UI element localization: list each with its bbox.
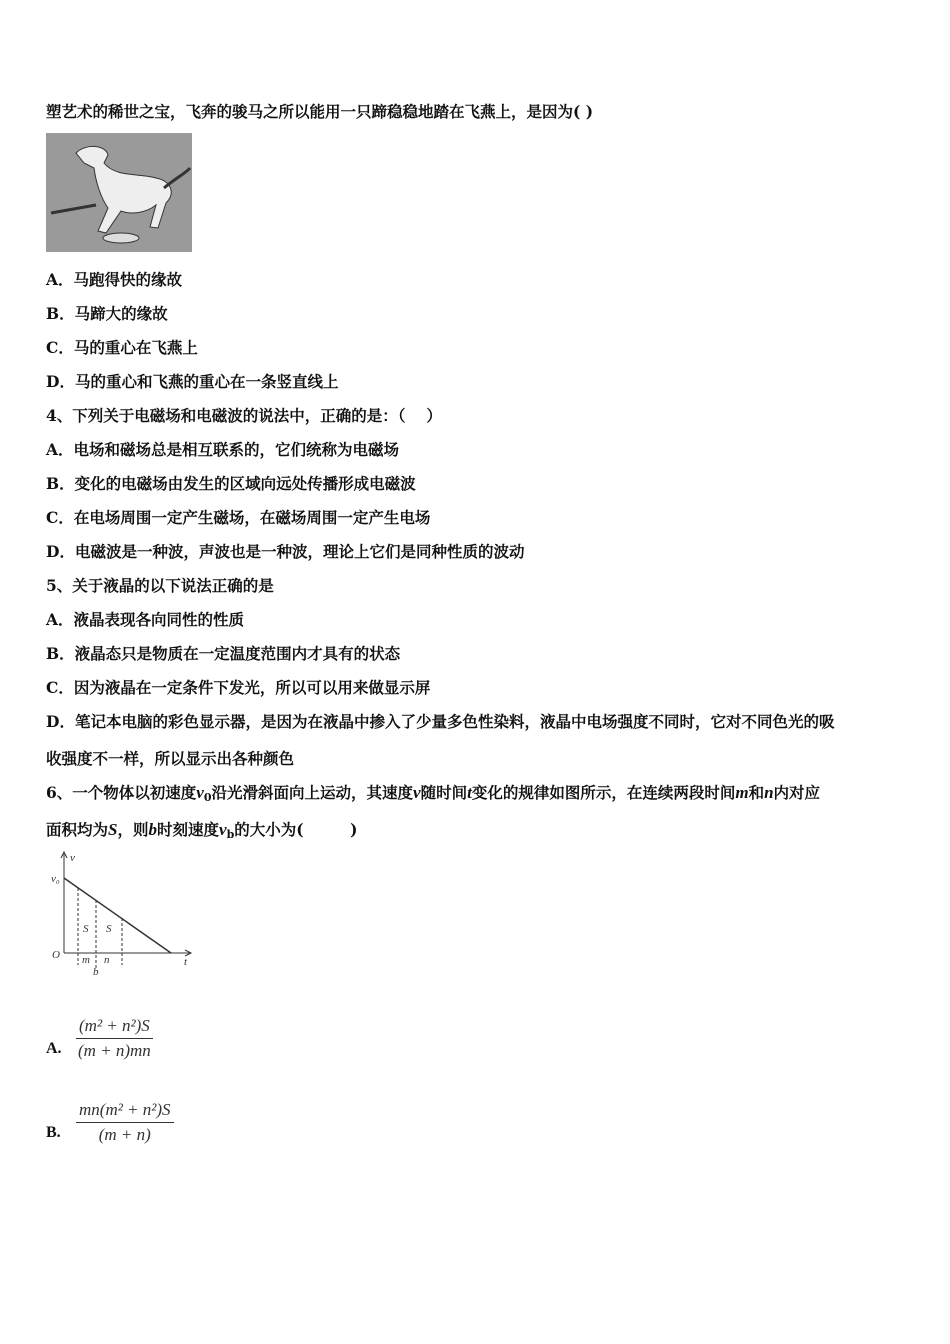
q5-option-c: C．因为液晶在一定条件下发光，所以可以用来做显示屏 <box>46 678 431 697</box>
text: 和 <box>748 783 765 802</box>
text: 面积均为 <box>46 820 109 839</box>
text: ，则 <box>117 820 149 839</box>
area-s2-label: S <box>106 923 112 935</box>
var-m: m <box>735 783 749 802</box>
q3-option-a: A．马跑得快的缘故 <box>46 270 183 289</box>
var-n: n <box>764 783 774 802</box>
q5-stem: 5、关于液晶的以下说法正确的是 <box>46 576 274 595</box>
q6-stem-line2 <box>46 820 357 845</box>
area-s1-label: S <box>83 923 89 935</box>
q6-option-b-formula <box>76 1098 174 1147</box>
q6-option-a-formula <box>76 1014 153 1063</box>
horse-statue-image <box>46 133 192 252</box>
var-S: S <box>108 820 118 839</box>
text: 6、一个物体以初速度 <box>46 783 197 802</box>
q3-option-c: C．马的重心在飞燕上 <box>46 338 198 357</box>
denominator: (m + n)mn <box>77 1041 151 1060</box>
var-t: t <box>467 783 472 802</box>
q4-option-b: B．变化的电磁场由发生的区域向远处传播形成电磁波 <box>46 474 416 493</box>
denominator: (m + n) <box>98 1125 151 1144</box>
q5-option-d: D．笔记本电脑的彩色显示器，是因为在液晶中掺入了少量多色性染料，液晶中电场强度不同时，它对不同色光的吸 <box>46 712 835 731</box>
m-label: m <box>82 954 90 966</box>
q4-stem: 4、下列关于电磁场和电磁波的说法中，正确的是：（ ） <box>46 406 442 425</box>
text: 随时间 <box>420 783 468 802</box>
q6-stem-line1 <box>46 783 820 808</box>
numerator: mn(m² + n²)S <box>76 1098 174 1123</box>
var-v: v <box>413 783 421 802</box>
var-vb: v <box>219 820 227 839</box>
q3-stem: 塑艺术的稀世之宝，飞奔的骏马之所以能用一只蹄稳稳地踏在飞燕上，是因为( ) <box>46 102 594 121</box>
velocity-time-graph <box>46 848 196 978</box>
q3-option-b: B．马蹄大的缘故 <box>46 304 168 323</box>
v0-label: v₀ <box>51 873 60 885</box>
text: 时刻速度 <box>157 820 220 839</box>
text: 的大小为( ) <box>234 820 358 839</box>
q5-option-d-cont: 收强度不一样，所以显示出各种颜色 <box>46 749 295 768</box>
velocity-line <box>64 878 171 953</box>
var-v0: v <box>196 783 204 802</box>
q4-option-c: C．在电场周围一定产生磁场，在磁场周围一定产生电场 <box>46 508 431 527</box>
origin-label: O <box>52 949 60 961</box>
numerator: (m² + n²)S <box>76 1014 153 1039</box>
q5-option-a: A．液晶表现各向同性的性质 <box>46 610 245 629</box>
q4-option-a: A．电场和磁场总是相互联系的，它们统称为电磁场 <box>46 440 400 459</box>
q6-option-a-label: A. <box>46 1040 62 1057</box>
q4-option-d: D．电磁波是一种波，声波也是一种波，理论上它们是同种性质的波动 <box>46 542 525 561</box>
b-label: b <box>93 966 99 978</box>
t-axis-label: t <box>184 956 188 968</box>
sub: 0 <box>203 791 212 804</box>
n-label: n <box>104 954 110 966</box>
text: 变化的规律如图所示，在连续两段时间 <box>471 783 736 802</box>
q3-option-d: D．马的重心和飞燕的重心在一条竖直线上 <box>46 372 339 391</box>
text: 沿光滑斜面向上运动，其速度 <box>211 783 414 802</box>
var-b: b <box>148 820 157 839</box>
sub: b <box>226 828 235 841</box>
v-axis-label: v <box>70 852 75 864</box>
q6-option-b-label: B. <box>46 1124 61 1141</box>
q5-option-b: B．液晶态只是物质在一定温度范围内才具有的状态 <box>46 644 401 663</box>
text: 内对应 <box>773 783 821 802</box>
